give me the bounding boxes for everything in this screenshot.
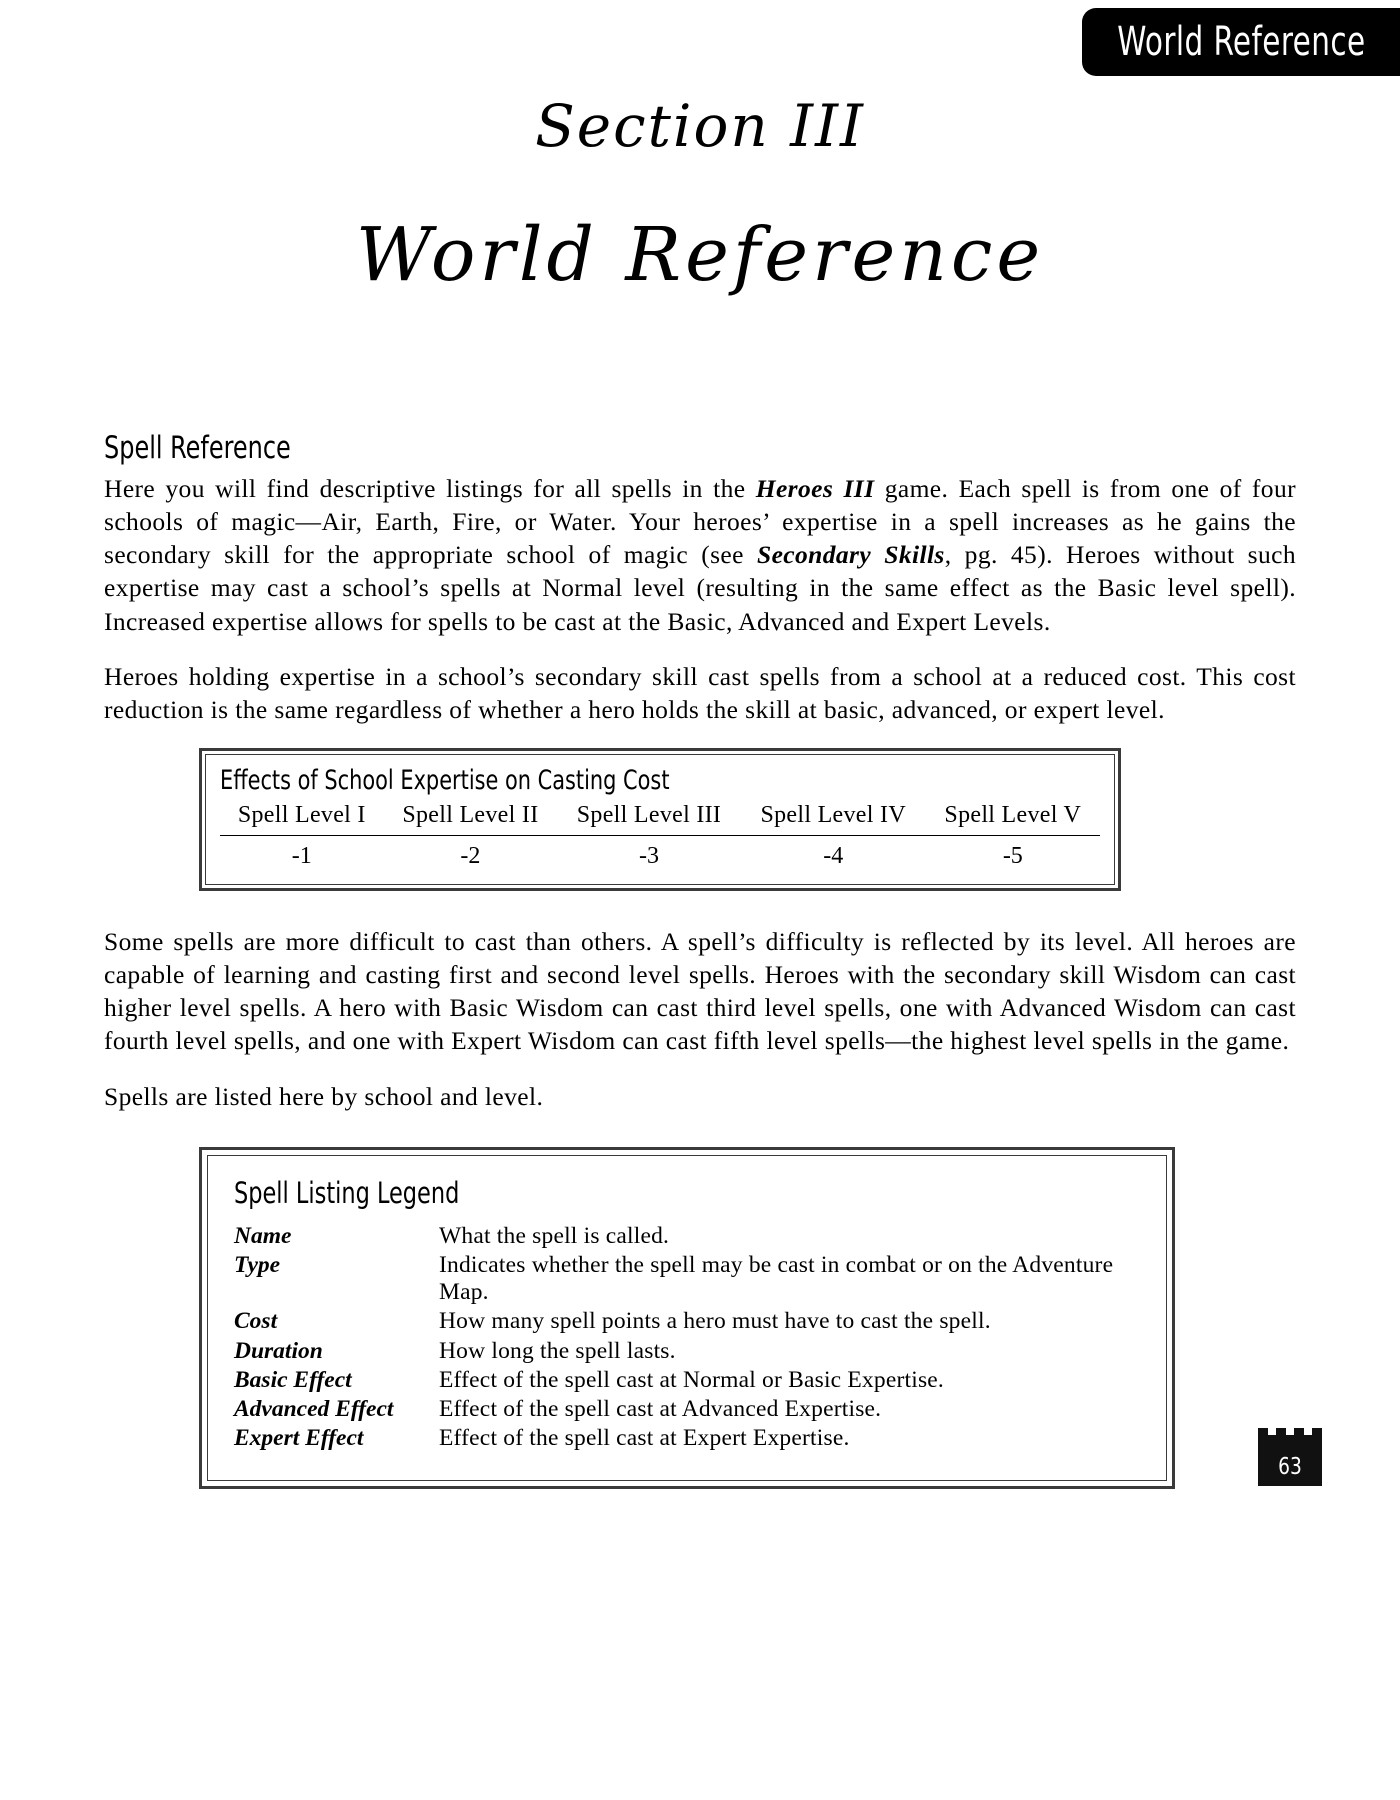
legend-term: Cost (234, 1308, 278, 1335)
spell-reference-heading: Spell Reference (104, 430, 291, 466)
list-item (234, 1337, 1140, 1366)
section-label: Section III (535, 92, 865, 160)
spell-difficulty-paragraph: Some spells are more difficult to cast than others. A spell’s difficulty is reflected by its level. All heroes are capable of learning and casting first and second level spells. Heroes with the secondary skill Wisdom can cast higher level spells. A hero with Basic Wisdom can cast third level spells, one with Advanced Wisdom can cast fourth level spells, and one with Expert Wisdom can cast fifth level spells—the highest level spells in the game. (104, 926, 1296, 1056)
column-header: Spell Level V (926, 800, 1100, 836)
header-running-tab-label: World Reference (1116, 19, 1366, 65)
legend-description: How many spell points a hero must have to cast the spell. (439, 1308, 991, 1335)
page-title: World Reference (355, 212, 1045, 298)
list-item (234, 1222, 1140, 1251)
casting-cost-table (199, 748, 1121, 891)
legend-term: Basic Effect (234, 1366, 352, 1393)
legend-term: Type (234, 1251, 281, 1278)
listing-order-paragraph: Spells are listed here by school and level. (104, 1081, 544, 1111)
legend-term: Duration (234, 1337, 323, 1364)
legend-description: Effect of the spell cast at Advanced Expertise. (439, 1396, 882, 1423)
header-running-tab (1082, 8, 1400, 76)
intro-part-1: Here you will find descriptive listings for all spells in the (104, 474, 756, 503)
legend-description: Effect of the spell cast at Expert Expertise. (439, 1425, 850, 1452)
page-footer (1254, 1424, 1326, 1490)
column-header: Spell Level I (220, 800, 384, 836)
page-content (104, 430, 1296, 1489)
spell-listing-legend-box (199, 1147, 1175, 1489)
table-cell: -5 (1002, 842, 1023, 869)
page-number: 63 (1278, 1454, 1302, 1480)
legend-term: Advanced Effect (234, 1396, 394, 1423)
intro-paragraph (104, 472, 1296, 638)
casting-cost-table-title: Effects of School Expertise on Casting Cost (220, 764, 670, 796)
list-item (234, 1307, 1140, 1336)
column-header: Spell Level II (384, 800, 558, 836)
casting-cost-grid (220, 800, 1100, 872)
list-item (234, 1395, 1140, 1424)
table-cell: -2 (460, 842, 481, 869)
table-row (220, 835, 1100, 872)
spell-listing-legend-title: Spell Listing Legend (234, 1175, 460, 1210)
heroes-iii-emphasis: Heroes III (755, 474, 875, 503)
list-item (234, 1251, 1140, 1308)
column-header: Spell Level IV (741, 800, 926, 836)
list-item (234, 1366, 1140, 1395)
intro-part-3: , pg. 45). Heroes without such expertise may cast a school’s spells at Normal level (resulting in the same effect as the Basic level spell). Increased expertise allows for spells to be cast at the Basic, Advanced and Expert Levels. (104, 540, 1296, 636)
list-item (234, 1424, 1140, 1453)
legend-description: Effect of the spell cast at Normal or Basic Expertise. (439, 1366, 944, 1393)
legend-description: How long the spell lasts. (439, 1337, 676, 1364)
spell-listing-legend-inner (207, 1155, 1167, 1481)
table-cell: -3 (638, 842, 659, 869)
legend-term: Name (234, 1222, 292, 1249)
legend-term: Expert Effect (234, 1425, 364, 1452)
table-cell: -4 (823, 842, 844, 869)
legend-description: Indicates whether the spell may be cast in combat or on the Adventure Map. (439, 1251, 1114, 1306)
table-header-row (220, 800, 1100, 836)
intro-part-2: game. Each spell is from one of four schools of magic—Air, Earth, Fire, or Water. Your heroes’ expertise in a spell increases as he gains the secondary skill for the appropriate school of magic (see (104, 474, 1297, 570)
table-cell: -1 (291, 842, 312, 869)
spell-listing-legend-grid (234, 1222, 1140, 1454)
secondary-skills-emphasis: Secondary Skills (757, 540, 945, 570)
expertise-cost-paragraph: Heroes holding expertise in a school’s secondary skill cast spells from a school at a reduced cost. This cost reduction is the same regardless of whether a hero holds the skill at basic, advanced, or expert level. (104, 661, 1296, 724)
casting-cost-table-inner (205, 754, 1115, 885)
legend-description: What the spell is called. (439, 1222, 670, 1249)
column-header: Spell Level III (557, 800, 741, 836)
